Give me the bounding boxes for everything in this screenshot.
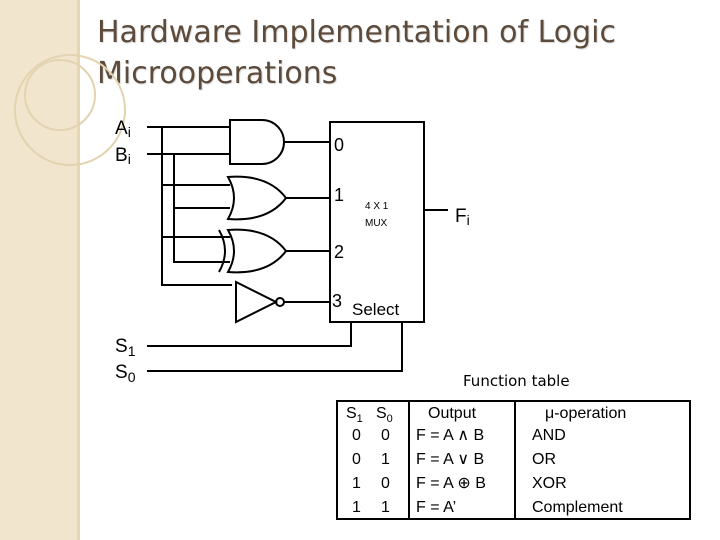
decorative-circles bbox=[15, 55, 125, 165]
mux-input-2: 2 bbox=[334, 242, 345, 262]
header-output: Output bbox=[428, 405, 477, 422]
function-table bbox=[336, 400, 691, 520]
row1-output: F = A ∧ B bbox=[416, 427, 485, 444]
mux-input-1: 1 bbox=[334, 185, 345, 205]
mux-label-line2: MUX bbox=[365, 218, 388, 229]
table-divider bbox=[408, 402, 410, 518]
row4-output: F = A’ bbox=[416, 499, 457, 516]
input-a-label: Ai bbox=[115, 118, 131, 140]
row1-s0: 0 bbox=[381, 427, 390, 444]
header-s1: $S_1$ bbox=[346, 405, 363, 426]
output-f-label: Fi bbox=[455, 206, 470, 228]
wire-b bbox=[147, 154, 230, 262]
table-divider bbox=[514, 402, 516, 518]
row3-microop: XOR bbox=[532, 475, 567, 492]
row1-s1: 0 bbox=[352, 427, 361, 444]
row3-output: F = A ⊕ B bbox=[416, 475, 486, 492]
xor-gate bbox=[228, 230, 286, 273]
mux-input-3: 3 bbox=[332, 291, 343, 311]
title-line-2: Microoperations bbox=[97, 56, 338, 91]
row2-microop: OR bbox=[532, 451, 556, 468]
and-gate bbox=[230, 120, 284, 164]
row2-s1: 0 bbox=[352, 451, 361, 468]
mux-input-0: 0 bbox=[334, 135, 345, 155]
row3-s1: 1 bbox=[352, 475, 361, 492]
row4-s1: 1 bbox=[352, 499, 361, 516]
input-s0-label: $S_0$ bbox=[115, 362, 136, 385]
mux-label-line1: 4 X 1 bbox=[365, 201, 389, 212]
row4-microop: Complement bbox=[532, 499, 623, 516]
input-s1-label: $S_1$ bbox=[115, 336, 136, 359]
or-gate bbox=[228, 177, 286, 220]
wire-s1 bbox=[147, 322, 351, 346]
row4-s0: 1 bbox=[381, 499, 390, 516]
row2-s0: 1 bbox=[381, 451, 390, 468]
row2-output: F = A ∨ B bbox=[416, 451, 485, 468]
input-b-label: Bi bbox=[115, 145, 131, 167]
header-s0: $S_0$ bbox=[376, 405, 393, 426]
function-table-caption: Function table bbox=[463, 372, 570, 390]
header-microoperation: μ-operation bbox=[545, 405, 627, 422]
not-gate bbox=[236, 282, 276, 322]
row3-s0: 0 bbox=[381, 475, 390, 492]
title-line-1: Hardware Implementation of Logic bbox=[97, 15, 616, 50]
mux-select-label: Select bbox=[352, 300, 400, 319]
row1-microop: AND bbox=[532, 427, 566, 444]
